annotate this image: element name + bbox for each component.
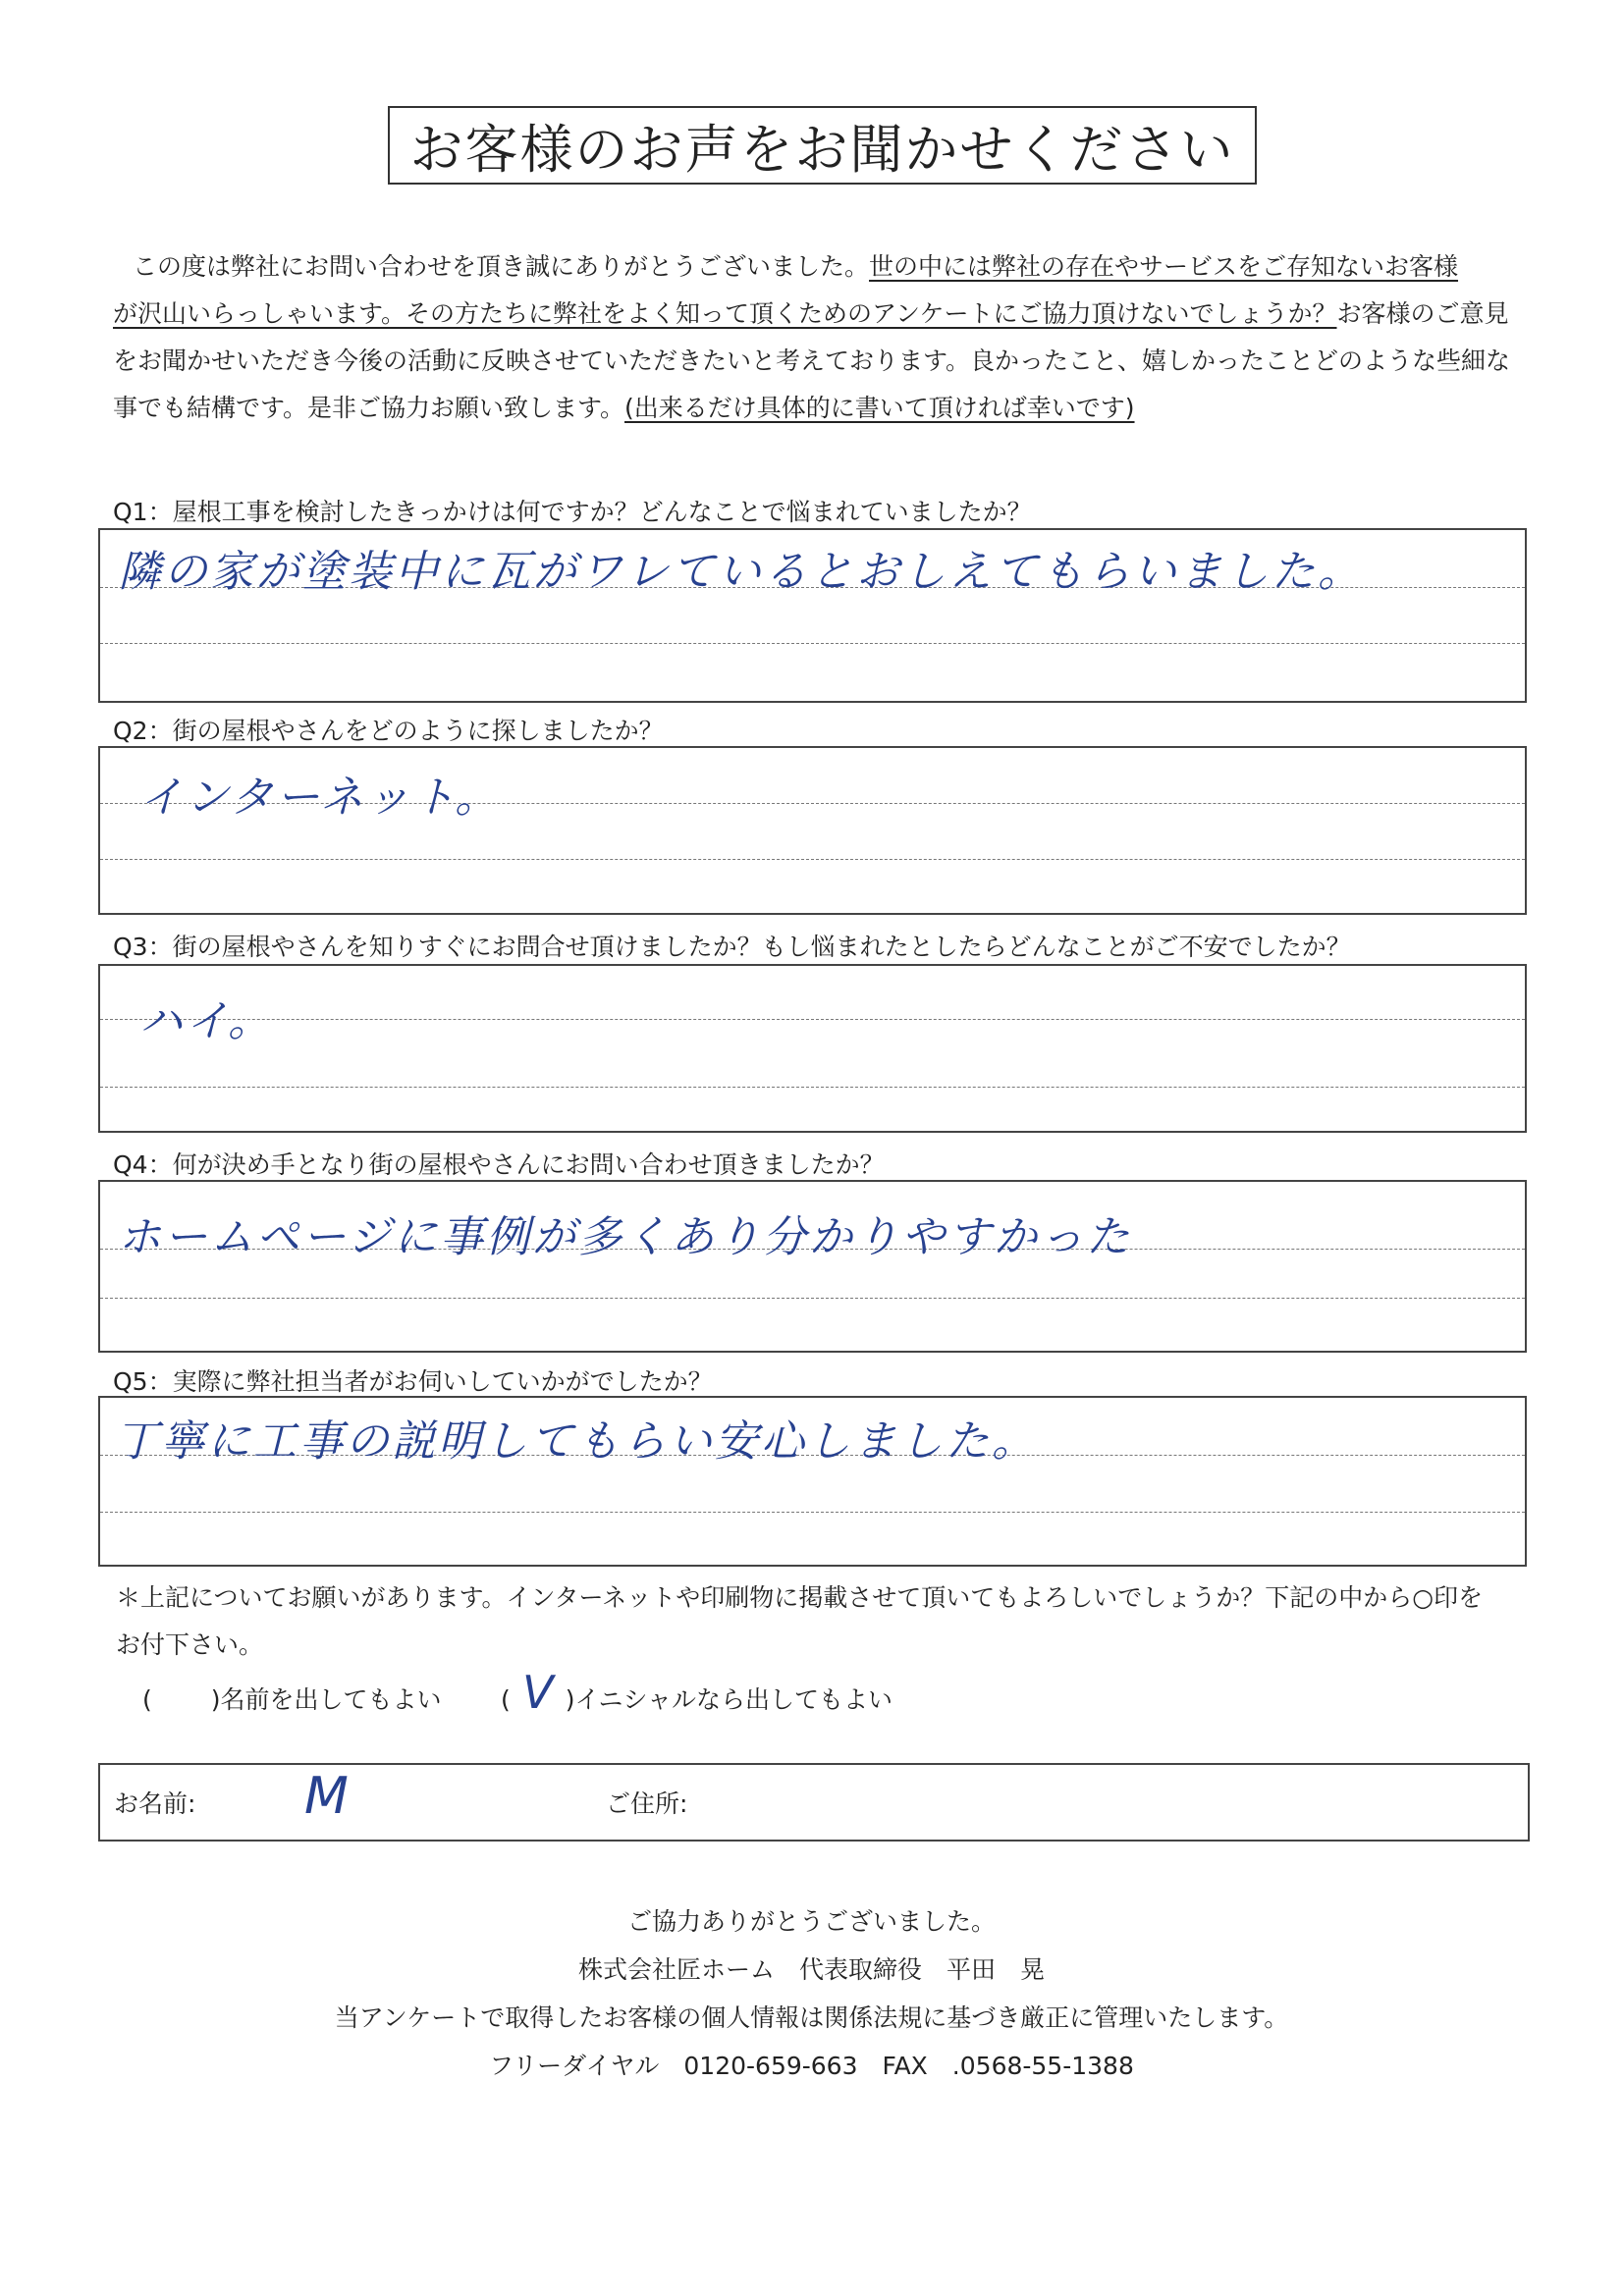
consent-option-name[interactable] <box>142 1681 442 1716</box>
page-title-text: お客様のお声をお聞かせください <box>409 118 1235 181</box>
intro-line-4-plain: 事でも結構です。是非ご協力お願い致します。 <box>113 394 625 422</box>
checkbox-paren-close: ) <box>210 1685 221 1714</box>
checkbox-paren-close: ) <box>565 1685 575 1714</box>
footer-contact: フリーダイヤル 0120-659-663 FAX .0568-55-1388 <box>489 2052 1134 2080</box>
intro-line-3 <box>113 342 1510 377</box>
address-label: ご住所: <box>606 1789 688 1818</box>
footer-privacy: 当アンケートで取得したお客様の個人情報は関係法規に基づき厳正に管理いたします。 <box>334 2003 1289 2032</box>
name-label: お名前: <box>114 1789 196 1818</box>
footer-thanks: ご協力ありがとうございました。 <box>626 1907 996 1936</box>
question-4-answer: ホームページに事例が多くあり分かりやすかった <box>118 1212 1133 1262</box>
consent-note-line-2: お付下さい。 <box>116 1630 264 1659</box>
question-5-label: Q5：実際に弊社担当者がお伺いしていかがでしたか？ <box>113 1367 713 1396</box>
consent-option-name-label: 名前を出してもよい <box>220 1685 442 1714</box>
intro-line-3-text: をお聞かせいただき今後の活動に反映させていただきたいと考えております。良かったこと、嬉しかったことどのような些細な <box>113 347 1511 375</box>
question-2-answer: インターネット。 <box>139 773 502 823</box>
intro-line-1 <box>133 247 1458 283</box>
answer-guide-line <box>100 859 1525 860</box>
intro-line-2 <box>113 294 1509 330</box>
question-2-label: Q2：街の屋根やさんをどのように探しましたか？ <box>113 717 664 745</box>
intro-line-2-underlined: が沢山いらっしゃいます。その方たちに弊社をよく知って頂くためのアンケートにご協力頂けないでしょうか？ <box>113 299 1337 328</box>
question-1-label: Q1：屋根工事を検討したきっかけは何ですか？どんなことで悩まれていましたか？ <box>113 498 1032 526</box>
consent-option-initial[interactable] <box>501 1666 893 1719</box>
answer-guide-line <box>100 643 1525 644</box>
intro-line-2-plain: お客様のご意見 <box>1336 299 1509 328</box>
checkbox-paren-open: ( <box>501 1685 511 1714</box>
checkbox-paren-open: ( <box>142 1685 152 1714</box>
question-3-label: Q3：街の屋根やさんを知りすぐにお問合せ頂けましたか？もし悩まれたとしたらどんなことがご不安でしたか？ <box>113 933 1351 961</box>
page-title <box>388 106 1257 185</box>
name-value[interactable]: M <box>304 1767 349 1826</box>
answer-guide-line <box>100 1512 1525 1513</box>
name-address-box <box>98 1763 1530 1842</box>
question-2-answer-box[interactable] <box>98 746 1527 915</box>
question-5-answer-box[interactable] <box>98 1396 1527 1567</box>
question-3-answer: ハイ。 <box>139 996 275 1046</box>
checkmark-icon: V <box>522 1666 554 1719</box>
question-3-answer-box[interactable] <box>98 964 1527 1133</box>
answer-guide-line <box>100 1298 1525 1299</box>
intro-line-1-plain: この度は弊社にお問い合わせを頂き誠にありがとうございました。 <box>133 252 870 281</box>
question-5-answer: 丁寧に工事の説明してもらい安心しました。 <box>115 1416 1038 1467</box>
question-4-label: Q4：何が決め手となり街の屋根やさんにお問い合わせ頂きましたか？ <box>113 1150 885 1179</box>
intro-line-4-underlined: (出来るだけ具体的に書いて頂ければ幸いです) <box>624 394 1135 422</box>
intro-line-4 <box>113 389 1135 424</box>
question-1-answer: 隣の家が塗装中に瓦がワレているとおしえてもらいました。 <box>118 547 1364 597</box>
consent-option-initial-label: イニシャルなら出してもよい <box>574 1685 893 1714</box>
consent-note-line-1: ＊上記についてお願いがあります。インターネットや印刷物に掲載させて頂いてもよろしいでしょうか？下記の中から○印を <box>116 1583 1484 1612</box>
footer-company: 株式会社匠ホーム 代表取締役 平田 晃 <box>577 1955 1045 1984</box>
intro-line-1-underlined: 世の中には弊社の存在やサービスをご存知ないお客様 <box>869 252 1459 281</box>
answer-guide-line <box>100 1087 1525 1088</box>
question-4-answer-box[interactable] <box>98 1180 1527 1353</box>
answer-guide-line <box>100 1019 1525 1020</box>
question-1-answer-box[interactable] <box>98 528 1527 703</box>
